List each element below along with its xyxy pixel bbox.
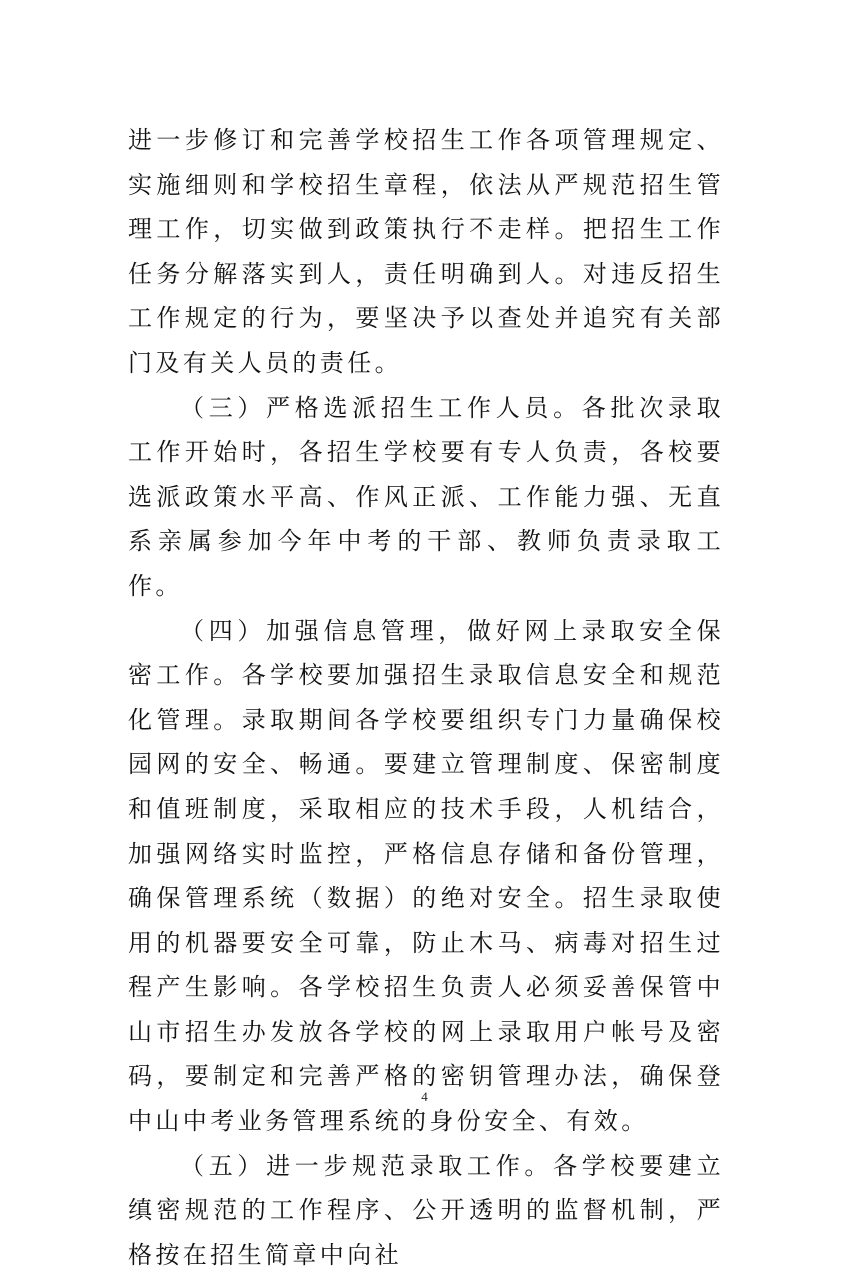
paragraph-continuation: 进一步修订和完善学校招生工作各项管理规定、实施细则和学校招生章程，依法从严规范招生管理工作，切实做到政策执行不走样。把招生工作任务分解落实到人，责任明确到人。对违反招生工作规定的行为，要坚决予以查处并追究有关部门及有关人员的责任。 — [128, 126, 724, 377]
paragraph-section-4: （四）加强信息管理，做好网上录取安全保密工作。各学校要加强招生录取信息安全和规范化管理。录取期间各学校要组织专门力量确保校园网的安全、畅通。要建立管理制度、保密制度和值班制度，采取相应的技术手段，人机结合，加强网络实时监控，严格信息存储和备份管理，确保管理系统（数据）的绝对安全。招生录取使用的机器要安全可靠，防止木马、病毒对招生过程产生影响。各学校招生负责人必须妥善保管中山市招生办发放各学校的网上录取用户帐号及密码，要制定和完善严格的密钥管理办法，确保登中山中考业务管理系统的身份安全、有效。 — [128, 616, 724, 1136]
paragraph-section-3: （三）严格选派招生工作人员。各批次录取工作开始时，各招生学校要有专人负责，各校要选派政策水平高、作风正派、工作能力强、无直系亲属参加今年中考的干部、教师负责录取工作。 — [128, 393, 724, 600]
page-number: 4 — [421, 1089, 428, 1104]
paragraph-section-5: （五）进一步规范录取工作。各学校要建立缜密规范的工作程序、公开透明的监督机制，严格按在招生简章中向社 — [128, 1151, 724, 1269]
